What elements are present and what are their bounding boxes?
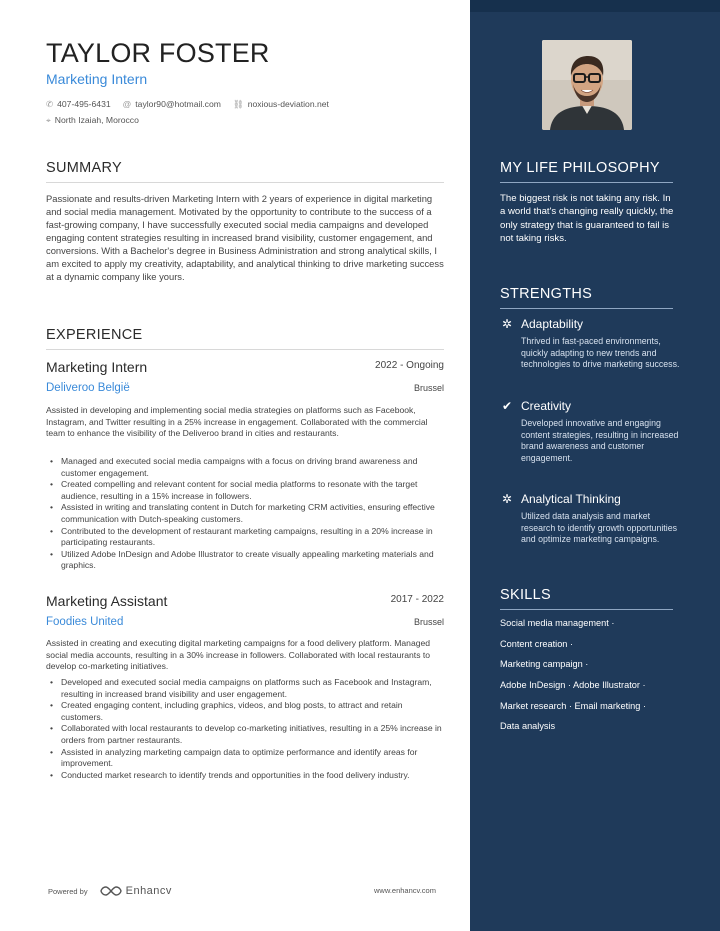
job-dates: 2022 - Ongoing: [375, 360, 444, 371]
strengths-heading: STRENGTHS: [500, 286, 673, 309]
job-bullet: • Collaborated with local restaurants to develop co-marketing initiatives, resulting in a 25% increase in orders from partner restaurants.: [46, 723, 446, 746]
profile-photo: [542, 40, 632, 130]
phone-text: 407-495-6431: [57, 99, 111, 109]
skills-list: [500, 618, 700, 742]
job-company: Deliveroo België: [46, 382, 130, 394]
skill-row: Content creation ·: [500, 638, 574, 649]
experience-heading: EXPERIENCE: [46, 327, 444, 350]
job-description: Assisted in developing and implementing social media strategies on platforms such as Facebook, Instagram, and Twitter resulting in a 25% increase in engagement. Collaborated with the commercial team to enhance the visibility of the Deliveroo brand in cities and restaurants.: [46, 405, 428, 439]
location-pin-icon: ⌖: [46, 114, 51, 125]
strength-name: Analytical Thinking: [521, 492, 621, 506]
job-bullet: • Assisted in analyzing marketing campaign data to optimize performance and identify areas for improvement.: [46, 747, 446, 770]
philosophy-text: The biggest risk is not taking any risk. In a world that's changing really quickly, the only strategy that is guaranteed to fail is not taking risks.: [500, 193, 674, 245]
avatar-illustration: [542, 40, 632, 130]
candidate-name: TAYLOR FOSTER: [46, 38, 270, 68]
strength-description: Developed innovative and engaging content strategies, resulting in increased brand awareness and customer engagement.: [521, 418, 679, 464]
footer-branding: [48, 885, 172, 897]
at-icon: @: [122, 99, 132, 109]
skills-heading: SKILLS: [500, 587, 673, 610]
location-item: [46, 115, 139, 126]
strength-item: [500, 399, 680, 465]
strength-description: Thrived in fast-paced environments, quickly adapting to new trends and technologies to drive marketing success.: [521, 336, 680, 370]
strength-item: [500, 492, 680, 546]
skill-row: Market research · Email marketing ·: [500, 700, 647, 711]
skill-row: Adobe InDesign · Adobe Illustrator ·: [500, 680, 646, 691]
job-dates: 2017 - 2022: [390, 594, 444, 605]
job-bullet: • Assisted in writing and translating content in Dutch for marketing CRM activities, ensuring effective communication with Dutch-speaking customers.: [46, 502, 446, 525]
enhancv-logo[interactable]: [100, 885, 172, 897]
skill-row: Data analysis: [500, 721, 556, 732]
sidebar: [470, 0, 720, 931]
checkmark-icon: ✔: [501, 399, 513, 413]
puzzle-icon: ✲: [501, 492, 513, 506]
job-bullet: • Utilized Adobe InDesign and Adobe Illustrator to create visually appealing marketing materials and graphics.: [46, 549, 446, 572]
strength-name: Adaptability: [521, 317, 584, 331]
job-bullet: • Created compelling and relevant content for social media platforms to resonate with the target audience, resulting in a 15% increase in followers.: [46, 479, 446, 502]
job-location: Brussel: [413, 383, 444, 393]
job-title: Marketing Intern: [46, 359, 148, 375]
email-item[interactable]: [123, 99, 221, 109]
job-bullet: • Conducted market research to identify trends and opportunities in the food delivery industry.: [46, 770, 446, 782]
job-description: Assisted in creating and executing digital marketing campaigns for a food delivery platform. Managed social media accounts, resulting in a 30% increase in followers. Collaborated with local restaurants to develop co-marketing initiatives.: [46, 638, 431, 672]
brand-name: Enhancv: [125, 885, 172, 897]
job-bullets: [46, 677, 446, 781]
job-bullet: • Developed and executed social media campaigns on platforms such as Facebook and Instagram, resulting in increased brand visibility and user engagement.: [46, 677, 446, 700]
job-bullet: • Contributed to the development of restaurant marketing campaigns, resulting in a 20% increase in participating restaurants.: [46, 526, 446, 549]
powered-by-label: Powered by: [48, 886, 88, 896]
job-bullet: • Managed and executed social media campaigns with a focus on driving brand awareness and customer engagement.: [46, 456, 446, 479]
job-bullet: • Created engaging content, including graphics, videos, and blog posts, to attract and retain customers.: [46, 700, 446, 723]
location-text: North Izaiah, Morocco: [54, 115, 139, 125]
strength-description: Utilized data analysis and market research to identify growth opportunities and optimize marketing campaigns.: [521, 511, 677, 545]
summary-text: Passionate and results-driven Marketing Intern with 2 years of experience in digital marketing and social media management. Motivated by the opportunity to contribute to the success of a fast-growing company, I have successfully executed social media campaigns and developed engaging content strategies resulting in increased brand visibility, customer engagement, and conversions. With a Bachelor's degree in Business Administration and strong analytical skills, I am excited to apply my creativity, adaptability, and analytical thinking to drive marketing success at a dynamic company like yours.: [46, 193, 444, 282]
footer-url[interactable]: www.enhancv.com: [374, 886, 436, 895]
website-item[interactable]: [233, 99, 329, 110]
skill-row: Marketing campaign ·: [500, 659, 589, 670]
job-location: Brussel: [413, 617, 444, 627]
job-bullets: [46, 456, 446, 572]
phone-icon: ✆: [46, 98, 54, 109]
email-text: taylor90@hotmail.com: [135, 99, 221, 109]
skill-row: Social media management ·: [500, 618, 615, 628]
sidebar-top-band: [470, 0, 720, 12]
job-title: Marketing Assistant: [46, 593, 168, 609]
website-text: noxious-deviation.net: [247, 99, 329, 109]
philosophy-heading: MY LIFE PHILOSOPHY: [500, 160, 673, 183]
strength-item: [500, 317, 680, 371]
puzzle-icon: ✲: [501, 317, 513, 331]
link-icon: ⛓: [232, 98, 244, 109]
candidate-role: Marketing Intern: [46, 71, 148, 87]
contact-info: [46, 99, 446, 131]
infinity-icon: [100, 885, 122, 897]
strength-name: Creativity: [521, 399, 572, 413]
job-company: Foodies United: [46, 616, 124, 628]
summary-heading: SUMMARY: [46, 160, 444, 183]
phone-item: [46, 99, 111, 110]
